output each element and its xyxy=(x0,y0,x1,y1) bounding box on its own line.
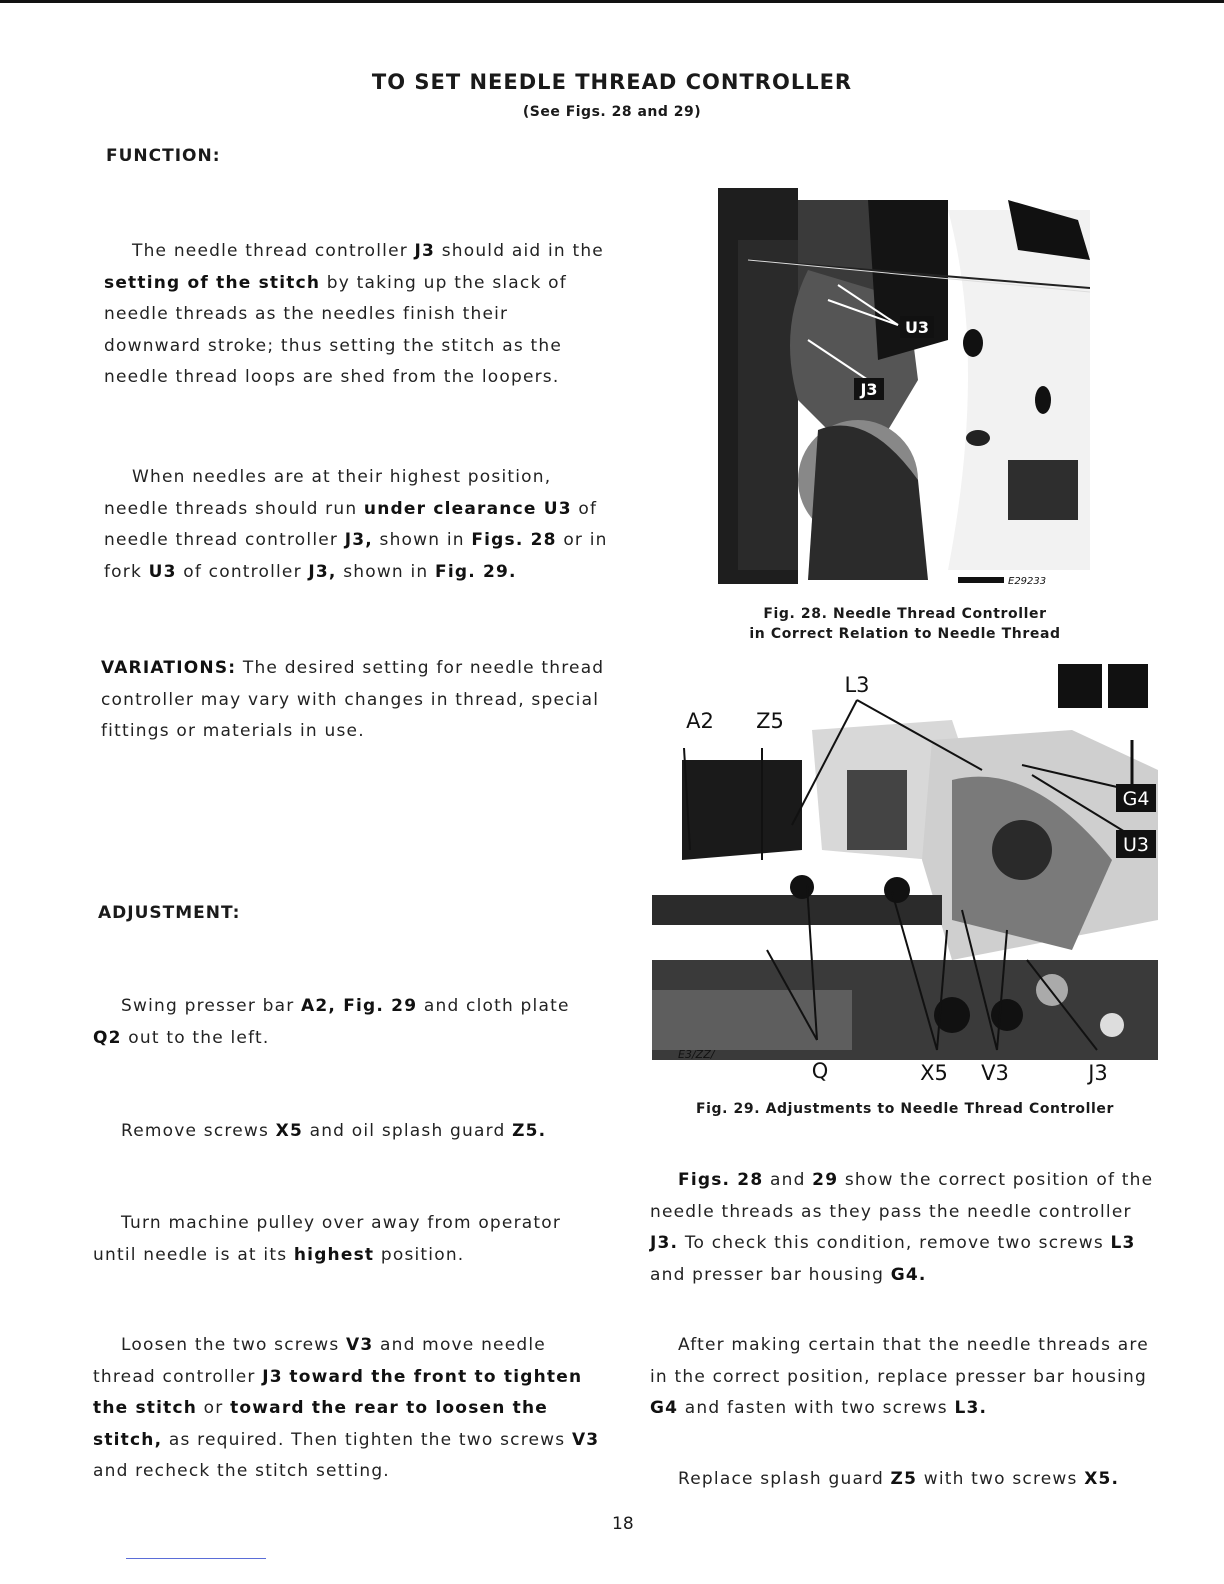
text-run: Replace splash guard xyxy=(678,1469,891,1489)
text-run: or xyxy=(197,1398,231,1418)
fig29-label-v3: V3 xyxy=(981,1061,1009,1085)
text-run: and cloth plate xyxy=(417,996,570,1016)
bold-text-run: J3, xyxy=(308,561,337,582)
bold-text-run: toward the rear to loosen the stitch, xyxy=(93,1398,549,1450)
fig28-caption-line-2: in Correct Relation to Needle Thread xyxy=(749,626,1061,642)
fig28-photo xyxy=(718,180,1090,592)
top-rule xyxy=(0,0,1224,3)
bold-text-run: 29 xyxy=(812,1170,839,1190)
bold-text-run: Q2 xyxy=(93,1027,122,1048)
text-run: Remove screws xyxy=(121,1121,276,1141)
bold-text-run: L3 xyxy=(1110,1233,1136,1253)
text-run: should aid in the xyxy=(435,241,604,261)
bold-text-run: Figs. 28 xyxy=(471,530,557,550)
bold-text-run: VARIATIONS: xyxy=(101,658,237,678)
fig29-code: E3/ZZ/ xyxy=(678,1048,715,1061)
text-run: out to the left. xyxy=(121,1027,270,1048)
bold-text-run: V3 xyxy=(346,1335,374,1355)
fig29-label-g4: G4 xyxy=(1122,788,1150,810)
text-run: The desired setting for needle thread controller may vary with changes in thread, special fittings or materials in use. xyxy=(101,658,605,741)
bold-text-run: toward the front to tighten the stitch xyxy=(93,1366,583,1418)
bold-text-run: Fig. 29. xyxy=(435,561,517,582)
fig29-label-a2: A2 xyxy=(686,709,714,733)
page-title: TO SET NEEDLE THREAD CONTROLLER xyxy=(371,70,853,94)
bold-text-run: J3 xyxy=(414,241,436,261)
fig28-label-j3: J3 xyxy=(860,380,878,399)
text-run: or in fork xyxy=(104,530,608,582)
fig29-caption: Fig. 29. Adjustments to Needle Thread Controller xyxy=(695,1101,1115,1117)
bold-text-run: Z5 xyxy=(890,1469,918,1489)
function-paragraph-2 xyxy=(104,462,610,588)
bold-text-run: highest xyxy=(293,1244,375,1265)
fig29-label-j3: J3 xyxy=(1088,1061,1108,1085)
text-run: show the correct position of the needle threads as they pass the needle controller xyxy=(650,1170,1154,1222)
text-run: by taking up the slack of needle threads as the needles finish their downward stroke; thus setting the stitch as the needle thread loops are shed from the loopers. xyxy=(104,272,567,387)
text-run: After making certain that the needle threads are in the correct position, replace presser bar housing xyxy=(650,1335,1149,1387)
bold-text-run: L3. xyxy=(954,1398,988,1418)
right-paragraph-1 xyxy=(650,1165,1160,1291)
text-run: and move needle thread controller xyxy=(93,1335,546,1387)
fig28-code: E29233 xyxy=(1008,576,1047,587)
text-run: as required. Then tighten the two screws xyxy=(162,1429,572,1450)
bold-text-run: under clearance U3 xyxy=(363,498,572,519)
variations-paragraph xyxy=(101,653,607,748)
text-run: and recheck the stitch setting. xyxy=(93,1461,390,1481)
text-run: and xyxy=(763,1170,813,1190)
bold-text-run: setting of the stitch xyxy=(104,272,321,293)
fig29-label-l3: L3 xyxy=(844,673,870,697)
text-run: When needles are at their highest position, needle threads should run xyxy=(104,467,552,519)
text-run: of needle thread controller xyxy=(104,498,598,550)
text-run: and presser bar housing xyxy=(650,1264,891,1285)
fig29-label-q: Q xyxy=(811,1059,829,1083)
adjustment-step-2 xyxy=(93,1116,603,1148)
bold-text-run: J3 xyxy=(262,1366,283,1387)
adjustment-step-3 xyxy=(93,1208,603,1271)
bold-text-run: J3, xyxy=(344,530,373,550)
adjustment-step-1 xyxy=(93,991,603,1054)
text-run: and fasten with two screws xyxy=(678,1398,955,1418)
bold-text-run: X5. xyxy=(1084,1469,1120,1489)
text-run: and oil splash guard xyxy=(302,1121,513,1141)
text-run: The needle thread controller xyxy=(132,241,415,261)
right-paragraph-2 xyxy=(650,1330,1160,1425)
fig28-caption xyxy=(720,604,1090,644)
text-run: To check this condition, remove two screws xyxy=(678,1233,1111,1253)
fig29-label-x5: X5 xyxy=(920,1061,948,1085)
fig28-label-u3: U3 xyxy=(904,318,930,337)
bold-text-run: Z5. xyxy=(512,1121,547,1141)
right-paragraph-3 xyxy=(650,1464,1160,1496)
fig29-label-z5: Z5 xyxy=(756,709,784,733)
page-number: 18 xyxy=(612,1514,634,1534)
bold-text-run: J3. xyxy=(650,1233,679,1253)
footer-rule xyxy=(126,1558,266,1559)
bold-text-run: Figs. 28 xyxy=(678,1170,764,1190)
fig29-photo xyxy=(652,660,1158,1088)
page-subtitle: (See Figs. 28 and 29) xyxy=(522,104,702,120)
text-run: of controller xyxy=(176,561,309,582)
bold-text-run: X5 xyxy=(275,1121,303,1141)
text-run: shown in xyxy=(372,530,472,550)
function-paragraph-1 xyxy=(104,236,612,394)
adjustment-heading: ADJUSTMENT: xyxy=(98,903,241,923)
fig29-label-u3: U3 xyxy=(1123,834,1149,856)
text-run: shown in xyxy=(336,561,436,582)
bold-text-run: A2, Fig. 29 xyxy=(301,996,418,1016)
text-run: position. xyxy=(374,1244,465,1265)
function-heading: FUNCTION: xyxy=(106,146,221,166)
bold-text-run: G4. xyxy=(890,1264,927,1285)
adjustment-step-4 xyxy=(93,1330,603,1488)
text-run: with two screws xyxy=(917,1469,1085,1489)
text-run: Turn machine pulley over away from operator until needle is at its xyxy=(93,1213,562,1265)
bold-text-run: G4 xyxy=(650,1398,679,1418)
fig28-caption-line-1: Fig. 28. Needle Thread Controller xyxy=(763,606,1047,622)
bold-text-run: V3 xyxy=(571,1429,600,1450)
text-run: Swing presser bar xyxy=(121,996,302,1016)
bold-text-run: U3 xyxy=(148,561,177,582)
text-run: Loosen the two screws xyxy=(121,1335,346,1355)
